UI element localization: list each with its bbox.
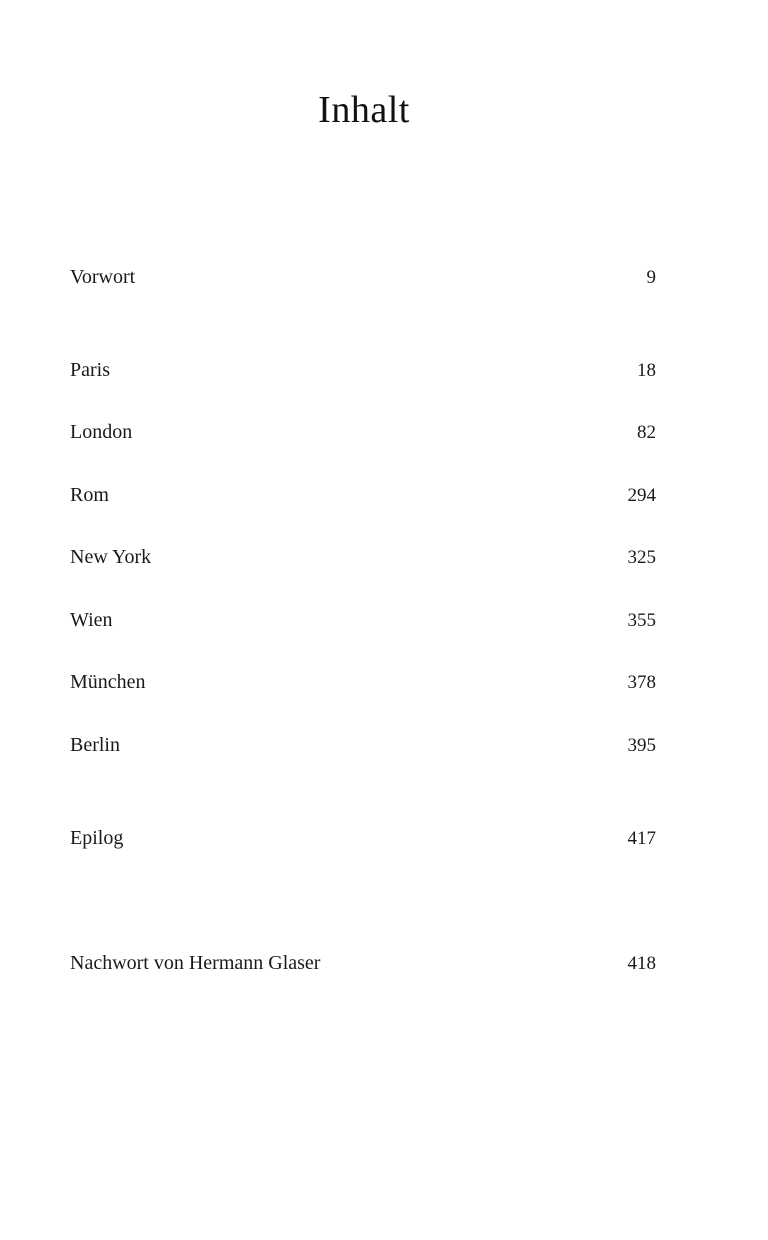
toc-entry-page-number: 417 <box>627 828 656 849</box>
toc-entry-label: Epilog <box>70 827 124 849</box>
toc-entry-label: Vorwort <box>70 266 136 288</box>
toc-entry-page-number: 9 <box>646 267 656 288</box>
toc-entry-label: London <box>70 421 133 443</box>
toc-entry-rom <box>70 480 656 510</box>
toc-entry-label: Paris <box>70 359 110 381</box>
toc-entry-new-york <box>70 542 656 572</box>
toc-entry-page-number: 18 <box>637 360 656 381</box>
toc-entry-nachwort <box>70 948 656 978</box>
toc-entry-page-number: 294 <box>627 485 656 506</box>
toc-entry-vorwort <box>70 262 656 292</box>
toc-entry-label: Rom <box>70 484 109 506</box>
toc-entry-wien <box>70 605 656 635</box>
toc-entry-label: Wien <box>70 609 113 631</box>
toc-entry-muenchen <box>70 667 656 697</box>
toc-entry-page-number: 378 <box>627 672 656 693</box>
toc-entry-label: Berlin <box>70 734 120 756</box>
toc-entry-epilog <box>70 823 656 853</box>
toc-entry-label: Nachwort von Hermann Glaser <box>70 952 321 974</box>
toc-entry-page-number: 325 <box>627 547 656 568</box>
toc-entry-label: München <box>70 671 146 693</box>
toc-entry-page-number: 395 <box>627 735 656 756</box>
toc-entry-london <box>70 417 656 447</box>
toc-entry-page-number: 82 <box>637 422 656 443</box>
toc-entry-page-number: 418 <box>627 953 656 974</box>
toc-entry-label: New York <box>70 546 152 568</box>
toc-entry-paris <box>70 355 656 385</box>
toc-entry-page-number: 355 <box>627 610 656 631</box>
page-title: Inhalt <box>318 89 410 131</box>
toc-entry-berlin <box>70 730 656 760</box>
